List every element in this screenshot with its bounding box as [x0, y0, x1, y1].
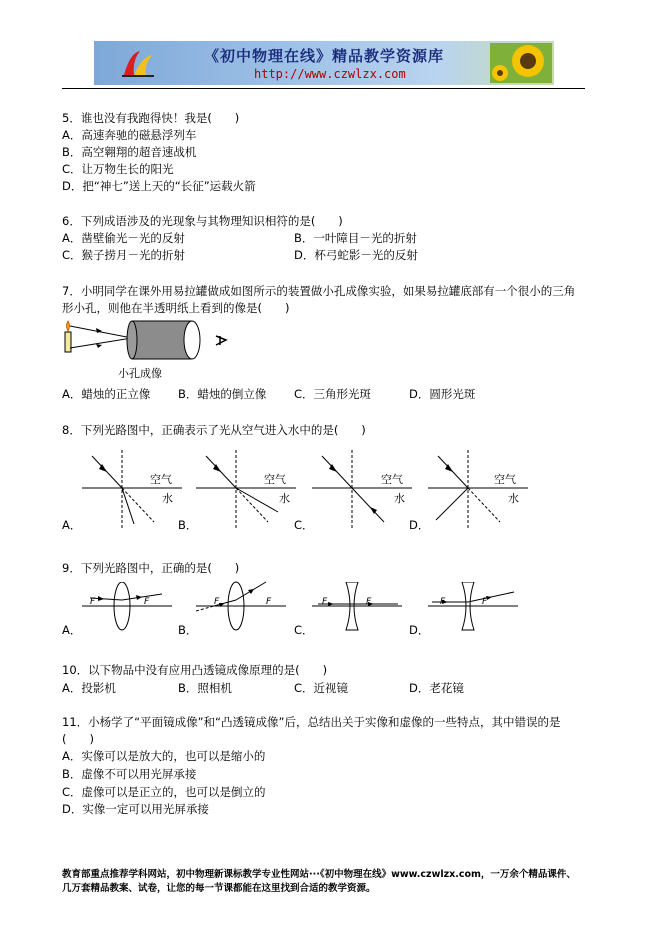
q11-option-d[interactable]: D．实像一定可以用光屏承接: [62, 802, 209, 816]
q9-diagram-c: [312, 582, 402, 632]
q8-option-b[interactable]: B．: [178, 518, 198, 532]
q8c-water-label: 水: [394, 492, 405, 505]
q5-option-d[interactable]: D．把“神七”送上天的“长征”运载火箭: [62, 179, 256, 193]
q5-option-c[interactable]: C．让万物生长的阳光: [62, 162, 174, 176]
q8d-air-label: 空气: [494, 473, 516, 486]
q6-option-a[interactable]: A．凿壁偷光－光的反射: [62, 231, 185, 245]
q11-option-b[interactable]: B．虚像不可以用光屏承接: [62, 767, 197, 781]
q7-stem-line1: 7．小明同学在课外用易拉罐做成如图所示的装置做小孔成像实验，如果易拉罐底部有一个很小的三角: [62, 284, 576, 298]
q8-option-a[interactable]: A．: [62, 518, 82, 532]
q10-stem: 10．以下物品中没有应用凸透镜成像原理的是( ): [62, 663, 328, 677]
q10-option-c[interactable]: C．近视镜: [294, 681, 349, 695]
q8c-air-label: 空气: [381, 473, 403, 486]
q9-option-a[interactable]: A．: [62, 623, 82, 637]
q9d-focus-right: F: [482, 597, 488, 607]
q9b-focus-left: F: [214, 597, 220, 607]
site-logo-icon: [120, 47, 156, 79]
q7-option-a[interactable]: A．蜡烛的正立像: [62, 387, 151, 401]
q9-option-d[interactable]: D．: [409, 623, 430, 637]
q5-stem: 5．谁也没有我跑得快！我是( ): [62, 111, 240, 125]
q11-option-c[interactable]: C．虚像可以是正立的，也可以是倒立的: [62, 785, 266, 799]
q5-option-b[interactable]: B．高空翱翔的超音速战机: [62, 145, 197, 159]
q9-stem: 9．下列光路图中，正确的是( ): [62, 561, 240, 575]
q9c-focus-left: F: [322, 597, 328, 607]
q9a-focus-right: F: [144, 597, 150, 607]
q6-option-c[interactable]: C．猴子捞月－光的折射: [62, 248, 186, 262]
q9-option-b[interactable]: B．: [178, 623, 198, 637]
q9-diagram-a: [82, 582, 172, 632]
q10-option-b[interactable]: B．照相机: [178, 681, 232, 695]
q6-option-d[interactable]: D．杯弓蛇影－光的反射: [294, 248, 418, 262]
q8a-water-label: 水: [162, 492, 173, 505]
q6-stem: 6．下列成语涉及的光现象与其物理知识相符的是( ): [62, 214, 343, 228]
q11-stem-line2: ( ): [62, 732, 94, 746]
q5-option-a[interactable]: A．高速奔驰的磁悬浮列车: [62, 128, 197, 142]
q8-stem: 8．下列光路图中，正确表示了光从空气进入水中的是( ): [62, 423, 366, 437]
banner-url[interactable]: http://www.czwlzx.com: [254, 67, 406, 81]
q7-option-c[interactable]: C．三角形光斑: [294, 387, 372, 401]
footer-line2: 几万套精品教案、试卷，让您的每一节课都能在这里找到合适的教学资源。: [62, 883, 376, 894]
q10-option-d[interactable]: D．老花镜: [409, 681, 464, 695]
q8b-water-label: 水: [279, 492, 290, 505]
pinhole-camera-figure: [60, 318, 240, 364]
q7-option-d[interactable]: D．圆形光斑: [409, 387, 476, 401]
q9-diagram-d: [428, 582, 518, 632]
q7-figure-caption: 小孔成像: [118, 367, 162, 380]
q8-option-c[interactable]: C．: [294, 518, 314, 532]
q9-diagram-b: [196, 578, 286, 632]
q9-option-c[interactable]: C．: [294, 623, 314, 637]
q9a-focus-left: F: [90, 597, 96, 607]
banner-title: 《初中物理在线》精品教学资源库: [204, 47, 445, 65]
header-rule: [62, 88, 585, 89]
q8d-water-label: 水: [508, 492, 519, 505]
q6-option-b[interactable]: B．一叶障目－光的折射: [294, 231, 417, 245]
q8a-air-label: 空气: [150, 473, 172, 486]
q11-stem-line1: 11．小杨学了“平面镜成像”和“凸透镜成像”后，总结出关于实像和虚像的一些特点，其中错误的是: [62, 715, 561, 729]
q9b-focus-right: F: [266, 597, 272, 607]
header-banner: [94, 41, 554, 85]
q7-stem-line2: 形小孔，则他在半透明纸上看到的像是( ): [62, 301, 290, 315]
q9d-focus-left: F: [440, 597, 446, 607]
q11-option-a[interactable]: A．实像可以是放大的，也可以是缩小的: [62, 749, 266, 763]
q7-option-b[interactable]: B．蜡烛的倒立像: [178, 387, 267, 401]
q9c-focus-right: F: [366, 597, 372, 607]
sunflower-icon: [490, 43, 552, 83]
q8b-air-label: 空气: [264, 473, 286, 486]
q8-option-d[interactable]: D．: [409, 518, 430, 532]
q10-option-a[interactable]: A．投影机: [62, 681, 116, 695]
footer-line1: 教育部重点推荐学科网站，初中物理新课标教学专业性网站···《初中物理在线》www.czwlzx.com，一万余个精品课件、: [62, 869, 576, 880]
